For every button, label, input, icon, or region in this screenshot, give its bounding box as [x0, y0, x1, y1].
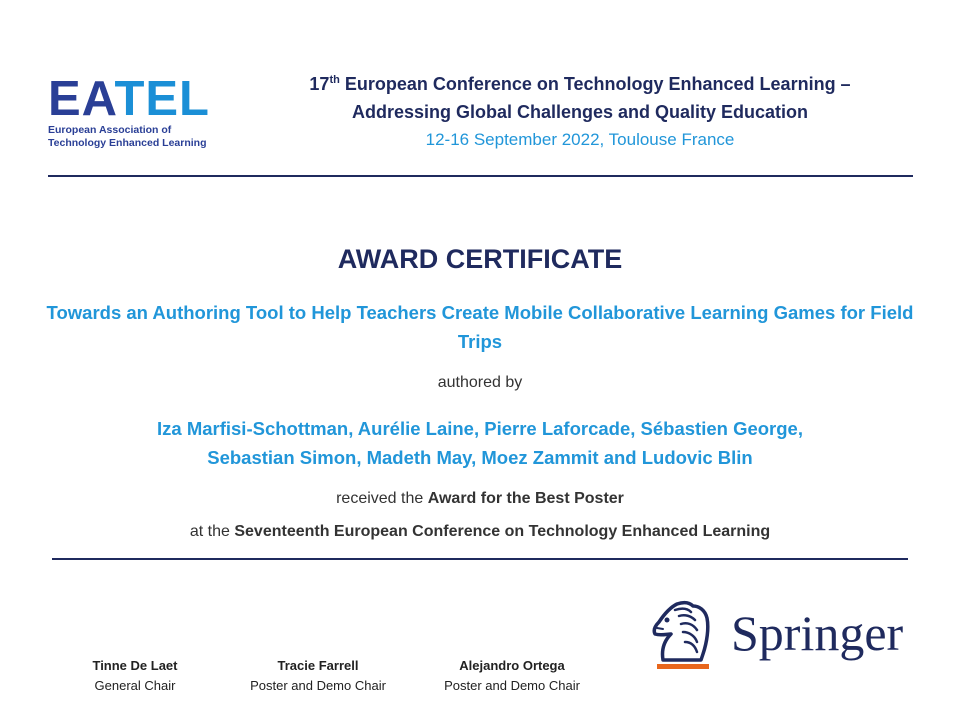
bottom-divider: [52, 558, 908, 560]
authors-line1: Iza Marfisi-Schottman, Aurélie Laine, Pierre Laforcade, Sébastien George,: [157, 418, 803, 439]
conference-name: Seventeenth European Conference on Technology Enhanced Learning: [234, 523, 771, 540]
ordinal-suffix: th: [329, 74, 340, 86]
logo-text-tel: TEL: [114, 72, 210, 126]
eatel-logo-subtitle: [48, 124, 248, 150]
conference-title-line2: Addressing Global Challenges and Quality Education: [351, 102, 809, 122]
signatory-general-chair: [35, 656, 235, 696]
conference-date-location: 12-16 September 2022, Toulouse France: [425, 130, 735, 149]
signatory-name: Tinne De Laet: [92, 658, 178, 673]
award-received-line: [0, 490, 960, 508]
logo-sub-line1: European Association of: [48, 124, 172, 136]
certificate-heading: AWARD CERTIFICATE: [337, 244, 623, 274]
springer-logo: [645, 598, 945, 678]
authored-by-label: authored by: [437, 374, 523, 391]
at-prefix: at the: [189, 523, 235, 540]
signatory-role: General Chair: [94, 678, 176, 693]
signatory-poster-chair-1: [218, 656, 418, 696]
conference-title-line1: [255, 70, 905, 98]
paper-title: Towards an Authoring Tool to Help Teachers Create Mobile Collaborative Learning Games for Field Trips: [46, 302, 914, 352]
springer-wordmark: Springer: [731, 605, 904, 661]
signatory-poster-chair-2: [412, 656, 612, 696]
eatel-logo: [48, 74, 248, 150]
signatory-name: Tracie Farrell: [277, 658, 359, 673]
signatory-name: Alejandro Ortega: [459, 658, 565, 673]
authors-line2: Sebastian Simon, Madeth May, Moez Zammit and Ludovic Blin: [207, 447, 753, 468]
conference-title-line1-rest: European Conference on Technology Enhanced Learning –: [339, 74, 851, 94]
received-prefix: received the: [336, 490, 428, 507]
conference-line: [0, 523, 960, 541]
ordinal-number: 17: [309, 74, 330, 94]
conference-title: [255, 70, 905, 126]
logo-sub-line2: Technology Enhanced Learning: [48, 137, 207, 149]
chess-knight-icon: [645, 598, 725, 678]
award-name: Award for the Best Poster: [427, 490, 624, 507]
logo-text-ea: EA: [48, 72, 115, 126]
springer-underline: [657, 664, 709, 669]
authors-list: [40, 414, 920, 472]
top-divider: [48, 175, 913, 177]
signatory-role: Poster and Demo Chair: [444, 678, 580, 693]
eatel-logo-wordmark: [48, 74, 248, 124]
signatory-role: Poster and Demo Chair: [250, 678, 386, 693]
